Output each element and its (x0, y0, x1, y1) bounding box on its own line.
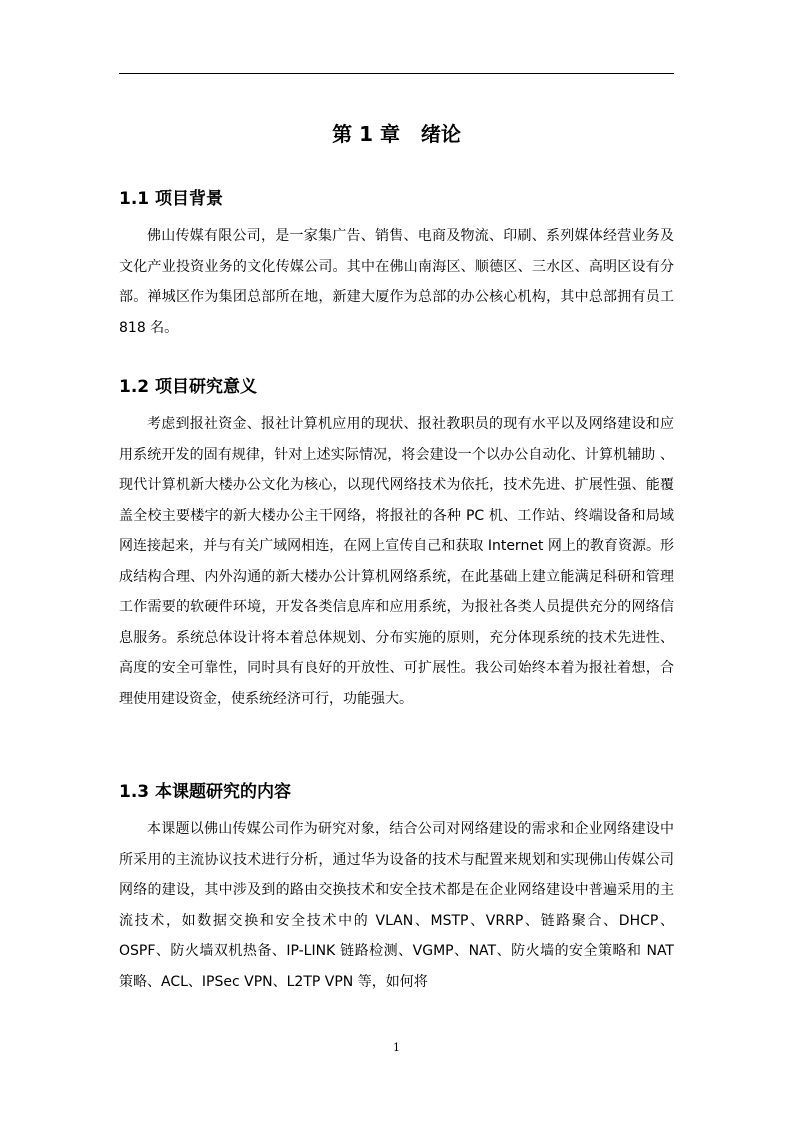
header-rule (119, 73, 674, 74)
section-paragraph-1-2: 考虑到报社资金、报社计算机应用的现状、报社教职员的现有水平以及网络建设和应用系统开发的固有规律，针对上述实际情况，将会建设一个以办公自动化、计算机辅助 、现代计算机新大楼办公文化为核心，以现代网络技术为依托，技术先进、扩展性强、能覆盖全校主要楼宇的新大楼办公主干网络，将报社的各种 PC 机、工作站、终端设备和局域网连接起来，并与有关广域网相连，在网上宣传自己和获取 Internet 网上的教育资源。形成结构合理、内外沟通的新大楼办公计算机网络系统，在此基础上建立能满足科研和管理工作需要的软硬件环境，开发各类信息库和应用系统，为报社各类人员提供充分的网络信息服务。系统总体设计将本着总体规划、分布实施的原则，充分体现系统的技术先进性、高度的安全可靠性，同时具有良好的开放性、可扩展性。我公司始终本着为报社着想，合理使用建设资金，使系统经济可行，功能强大。 (119, 416, 674, 707)
section-heading-1-1: 1.1 项目背景 (119, 189, 224, 209)
chapter-title: 第 1 章 绪论 (332, 122, 461, 146)
section-paragraph-1-1: 佛山传媒有限公司，是一家集广告、销售、电商及物流、印刷、系列媒体经营业务及文化产业投资业务的文化传媒公司。其中在佛山南海区、顺德区、三水区、高明区设有分部。禅城区作为集团总部所在地，新建大厦作为总部的办公核心机构，其中总部拥有员工 818 名。 (119, 228, 674, 336)
section-paragraph-1-3: 本课题以佛山传媒公司作为研究对象，结合公司对网络建设的需求和企业网络建设中所采用的主流协议技术进行分析，通过华为设备的技术与配置来规划和实现佛山传媒公司网络的建设，其中涉及到的路由交换技术和安全技术都是在企业网络建设中普遍采用的主流技术，如数据交换和安全技术中的 VLAN、MSTP、VRRP、链路聚合、DHCP、OSPF、防火墙双机热备、IP-LINK 链路检测、VGMP、NAT、防火墙的安全策略和 NAT 策略、ACL、IPSec VPN、L2TP VPN 等，如何将 (119, 821, 674, 990)
page-number: 1 (393, 1041, 400, 1054)
section-heading-1-3: 1.3 本课题研究的内容 (119, 782, 292, 802)
section-heading-1-2: 1.2 项目研究意义 (119, 377, 258, 397)
